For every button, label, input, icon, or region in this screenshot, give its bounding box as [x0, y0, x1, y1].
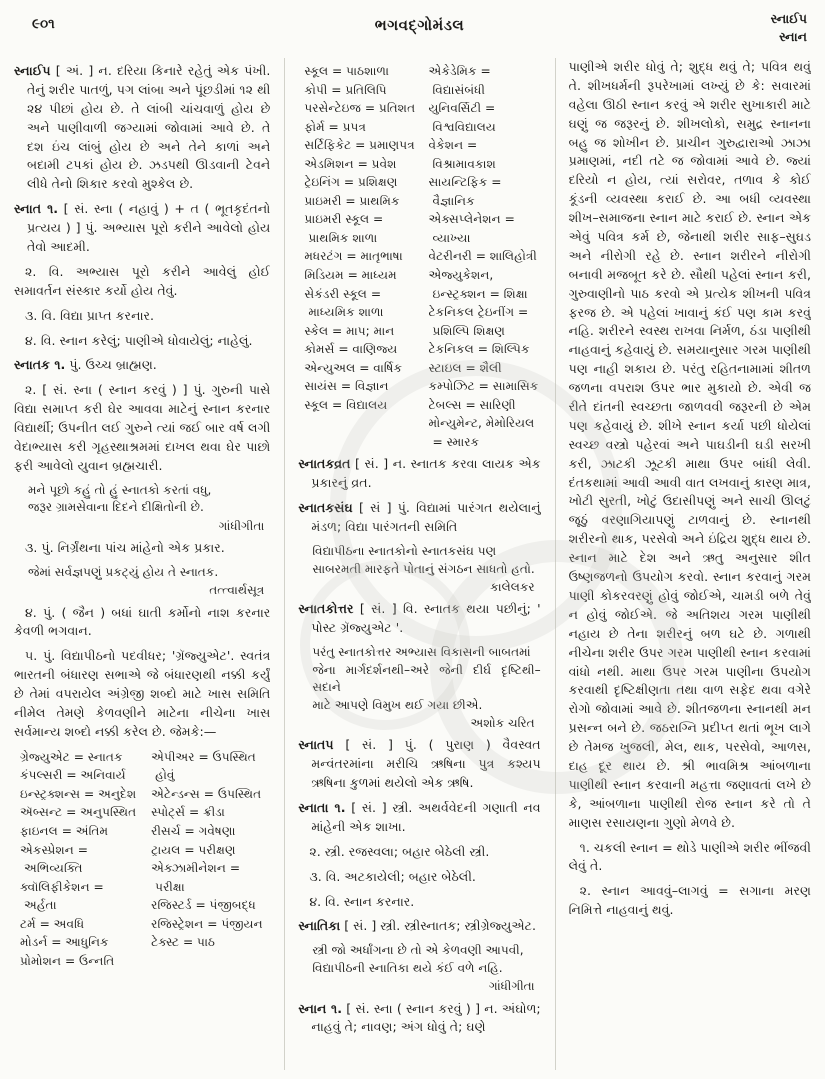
quote-line: જરૂર ગ્રામસેવાના દિદને દીક્ષિતોની છે.: [28, 500, 204, 515]
quote-line: માટે આપણે વિમુખ થઈ ગયા છીએ.: [312, 697, 483, 712]
quote-line: વિદ્યાપીઠની સ્નાતિકા થયે કંઈ વળે નહિ.: [312, 960, 503, 975]
quote: [14, 564, 270, 582]
column-right: [555, 58, 811, 1070]
guide-word-top: સ્નાઈપ: [770, 11, 807, 26]
glossary-pair: ટેક્સ્ટ = પાઠ: [151, 935, 216, 950]
glossary-pair: પ્રોમોશન = ઉન્નતિ: [20, 953, 115, 968]
glossary-pair: સેકંડરી સ્કૂલ = માધ્યમિક શાળા: [304, 286, 384, 320]
quote-attribution: તત્ત્વાર્થસૂત્ર: [209, 583, 265, 598]
page-number: ૯૦૧: [32, 16, 55, 32]
headword: સ્નાતકવ્રત: [298, 456, 351, 472]
entry-snaip: [14, 62, 270, 194]
glossary-pair: ઍબ્સન્ટ = અનુપસ્થિત: [20, 805, 137, 820]
glossary-pair: એપીઅર = ઉપસ્થિત હોવું: [151, 749, 256, 783]
entry-snatakvrat: [298, 455, 540, 493]
quote-line: મને પૂછો કહું તો હું સ્નાતકો કરતાં વધુ,: [28, 482, 212, 497]
headword: સ્નાતકોત્તર: [298, 601, 354, 617]
glossary-pair: મિડિયમ = માધ્યમ: [304, 268, 397, 283]
entry-snataksangh: [298, 499, 540, 537]
entry-body: [ સં. ] ન. સ્નાતક કરવા લાયક એક પ્રકારનું વ્રત.: [311, 456, 541, 491]
quote: [298, 543, 540, 578]
quote: [298, 942, 540, 977]
headword: સ્નાત ૧.: [14, 201, 59, 217]
glossary-table: [298, 62, 540, 451]
sense: ૪. પું. ( જૈન ) બધાં ઘાતી કર્મોનો નાશ કરનાર કેવળી ભગવાન.: [14, 604, 271, 639]
glossary-pair: સર્ટિફિકેટ = પ્રમાણપત્ર: [304, 138, 415, 153]
idiom: ૨. સ્નાન આવવું–લાગવું = સગાના મરણ નિમિત્તે નાહવાનું થવું.: [568, 883, 811, 918]
entry-body: પું. ઉચ્ચ બ્રાહ્મણ.: [69, 357, 157, 373]
glossary-pair: ટ્રેઇનિંગ = પ્રશિક્ષણ: [304, 175, 398, 190]
headword: સ્નાઈપ: [14, 63, 51, 78]
glossary-pair: કંપલ્સરી = અનિવાર્ય: [20, 768, 126, 783]
entry-body: [ સં. સ્ના ( નહાવું ) + ત ( ભૂતકૃદંતનો પ્રત્યય ) ] પું. અભ્યાસ પૂરો કરીને આવેલો હોય તેવો આદમી.: [27, 201, 271, 255]
glossary-pair: મધરટંગ = માતૃભાષા: [304, 249, 403, 264]
entry-snat: [14, 200, 270, 257]
quote-line: વિદ્યાપીઠના સ્નાતકોનો સ્નાતકસંઘ પણ: [312, 544, 497, 559]
glossary-pair: ટેબલ્સ = સારિણી: [428, 397, 516, 412]
glossary-pair: એકેડેમિક = વિદ્યાસંબંધી: [428, 64, 491, 97]
glossary-pair: રજિસ્ટ્રેશન = પંજીયન: [151, 916, 263, 931]
sense: ૨. સ્ત્રી. રજસ્વલા; બહાર બેઠેલી સ્ત્રી.: [309, 843, 490, 859]
glossary-pair: રીસર્ચ = ગવેષણા: [151, 824, 236, 838]
glossary-pair: એજ્યુકેશન, ઇન્સ્ટ્રક્શન = શિક્ષા: [428, 268, 528, 301]
glossary-pair: એકસ્પ્રેશન = અભિવ્યક્તિ: [20, 842, 88, 876]
book-title: ભગવદ્ગોમંડલ: [374, 16, 465, 34]
glossary-pair: એક્ઝામીનેશન = પરીક્ષા: [151, 861, 241, 894]
entry-snatak: [14, 356, 270, 375]
glossary-pair: કોપી = પ્રતિલિપિ: [304, 82, 387, 97]
sense: ૫. પું. વિદ્યાપીઠનો પદવીધર; 'ગ્રૅજ્યુએટ'. સ્વતંત્ર ભારતની બંધારણ સભાએ જે બંધારણથી નક્કી કર્યું છે તેમાં વપરાયેલ અંગ્રેજી શબ્દો માટે ખાસ સમિતિ નીમેલ તેમણે કેળવણીને માટેના નીચેના ખાસ સર્વમાન્ય શબ્દો નક્કી કરેલ છે. જેમકે:—: [14, 648, 271, 739]
headword: સ્નાતપ: [298, 737, 334, 753]
entry-body: [ સં. ] વિ. સ્નાતક થયા પછીનું; ' પોસ્ટ ગ્રૅજ્યુએટ '.: [311, 601, 541, 636]
glossary-pair: સાયંસ = વિજ્ઞાન: [304, 379, 389, 394]
quote-attribution: કાલેલકર: [490, 580, 535, 595]
sense: ૪. વિ. સ્નાન કરનાર.: [309, 893, 415, 909]
glossary-pair: એટેન્ડન્સ = ઉપસ્થિત: [151, 786, 262, 801]
glossary-pair: સ્કૂલ = વિદ્યાલય: [304, 397, 388, 412]
quote-attribution: ગાંધીગીતા: [218, 518, 265, 533]
guide-word-bottom: સ્નાન: [779, 29, 807, 45]
page-header: [14, 10, 811, 58]
headword: સ્નાતા ૧.: [298, 799, 346, 815]
sense: ૨. [ સં. સ્ના ( સ્નાન કરવું ) ] પું. ગુરુની પાસે વિદ્યા સમાપ્ત કરી ઘેર આવવા માટેનું સ્નાન કરનાર વિદ્યાર્થી; ઉપનીત લઈ ગુરુને ત્યાં જઈ બાર વર્ષ લગી વેદાભ્યાસ કરી ગૃહસ્થાશ્રમમાં દાખલ થવા ઘેર પાછો ફરી આવેલો યુવાન બ્રહ્મચારી.: [14, 382, 271, 473]
column-middle: [284, 58, 540, 1070]
sense: ૩. વિ. અટકાયેલી; બહાર બેઠેલી.: [309, 868, 476, 884]
glossary-pair: વેટરીનરી = શાલિહોત્રી: [428, 249, 537, 264]
headword: સ્નાન ૧.: [298, 1000, 343, 1016]
glossary-pair: વેકેશન = વિશ્રામાવકાશ: [428, 138, 496, 171]
entry-snatika: [298, 917, 540, 936]
glossary-pair: કોમર્સ = વાણિજ્ય: [304, 342, 398, 357]
glossary-col-2: [423, 62, 541, 451]
headword: સ્નાતક ૧.: [14, 357, 66, 373]
glossary-pair: ટર્મ = અવધિ: [20, 916, 85, 931]
glossary-pair: કમ્પોઝિટ = સામાસિક: [428, 379, 539, 394]
sense: ૪. વિ. સ્નાન કરેલું; પાણીએ ધોવાયેલું; નાહેલું.: [25, 332, 253, 348]
guide-words: [687, 10, 811, 46]
glossary-pair: રજિસ્ટર્ડ = પંજીબદ્ધ: [151, 898, 256, 913]
sense: ૩. વિ. વિદ્યા પ્રાપ્ત કરનાર.: [25, 307, 155, 323]
headword: સ્નાતકસંઘ: [298, 500, 353, 516]
quote-line: જેમાં સર્વજ્ઞપણું પ્રકટ્યું હોય તે સ્નાતક.: [28, 564, 219, 579]
headword: સ્નાતિકા: [298, 918, 341, 934]
glossary-pair: ફોર્મ = પ્રપત્ર: [304, 119, 366, 134]
entry-snan-continuation: પાણીએ શરીર ધોવું તે; શુદ્ધ થવું તે; પવિત્ર થવું તે. શીખધર્મની રૂપરેખામાં લખ્યું છે કે: સવારમાં વહેલા ઊઠી સ્નાન કરવું એ શરીર સુખાકારી માટે ઘણું જ જરૂરનું છે. શીખલોકો, સમુદ્ર સ્નાનના બહુ જ શોખીન છે. પ્રાચીન ગુરુદ્વારાઓ ઝાઝા પ્રમાણમાં, નદી તટે જ જોવામાં આવે છે. જ્યાં દરિયો ન હોય, ત્યાં સરોવર, તળાવ કે કોઈ કૂંડની વ્યવસ્થા કરાઈ છે. આ બધી વ્યવસ્થા શીખ–સમાજના સ્નાન માટે કરાઈ છે. સ્નાન એક એવું પવિત્ર કર્મ છે, જેનાથી શરીર સાફ–સુઘડ અને નીરોગી રહે છે. સ્નાન શરીરને નીરોગી બનાવી મજબૂત કરે છે. સૌથી પહેલાં સ્નાન કરી, ગુરુવાણીનો પાઠ કરવો એ પ્રત્યેક શીખની પવિત્ર ફરજ છે. એ પહેલાં ખાવાનું કંઈ પણ કામ કરવું નહિ. શરીરને સ્વસ્થ રાખવા નિર્મળ, ઠંડા પાણીથી નાહવાનું કહેવાયું છે. સમયાનુસાર ગરમ પાણીથી પણ નાહી શકાય છે. પરંતુ રહિતનામામાં શીતળ જળના વપરાશ ઉપર ભાર મુકાયો છે. એવી જ રીતે દાંતની સ્વચ્છતા જાળવવી જરૂરની છે એમ પણ કહેવાયું છે. શીખે સ્નાન કર્યા પછી ધોયેલાં સ્વચ્છ વસ્ત્રો પહેરવાં અને પાઘડીની ઘડી સરખી કરી, ઝાટકી ઝૂટકી માથા ઉપર બાંધી લેવી. દંતકથામાં આવી આવી વાત લખવાનું કારણ માત્ર, ખોટી સુરતી, ખોટું ઉદાસીપણું અને સાચી ઊલટું જૂઠું વરણાગિયાપણું ટાળવાનું છે. સ્નાનથી શરીરનો થાક, પરસેવો અને ઇંદ્રિય શુદ્ધ થાય છે. સ્નાન માટે દેશ અને ઋતુ અનુસાર શીત ઉષ્ણજળનો ઉપયોગ કરવો. સ્નાન કરવાનું ગરમ પાણી કોકરવરણું હોવું જોઈએ, ચામડી બળે તેવું ન હોવું જોઈએ. જે અતિશય ગરમ પાણીથી નહાય છે તેના શરીરનું બળ ઘટે છે. ગળાથી નીચેના શરીર ઉપર ગરમ પાણીથી સ્નાન કરવામાં વાંધો નથી. માથા ઉપર ગરમ પાણીના ઉપયોગ કરવાથી દૃષ્ટિક્ષીણતા તથા વાળ સફેદ થવા વગેરે રોગો જોવામાં આવે છે. શીતજળના સ્નાનથી મન પ્રસન્ન બને છે. જઠરાગ્નિ પ્રદીપ્ત થતાં ભૂખ લાગે છે તેમજ ખુજલી, મેલ, થાક, પરસેવો, આળસ, દાહ દૂર થાય છે. શ્રી ભાવમિશ્ર આંબળાના પાણીથી સ્નાન કરવાની મહત્તા જણાવતાં લખે છે કે, આંબળાના પાણીથી રોજ સ્નાન કરે તો તે માણસ રસાયણના ગુણો મેળવે છે.: [568, 59, 811, 830]
glossary-col-1: [14, 748, 139, 971]
glossary-pair: સ્પોર્ટ્સ = ક્રીડા: [151, 805, 225, 820]
entry-snatakottar: [298, 600, 540, 638]
glossary-col-2: [145, 748, 270, 971]
quote: [14, 482, 270, 517]
entry-snan: [298, 1000, 540, 1038]
glossary-pair: મોન્યુમેન્ટ, મેમોરિયલ = સ્મારક: [428, 416, 535, 449]
entry-body: [ સં. ] પું. ( પુરાણ ) વૈવસ્વત મન્વંતરમાંના મરીચિ ઋષિના પુત્ર કશ્યપ ઋષિના કુળમાં થયેલો એક ઋષિ.: [311, 737, 541, 791]
entry-body: [ સં. ] સ્ત્રી. સ્ત્રીસ્નાતક; સ્ત્રીગ્રેજ્યુએટ.: [344, 918, 536, 934]
sense: ૨. વિ. અભ્યાસ પૂરો કરીને આવેલું હોઈ સમાવર્તન સંસ્કાર કર્યો હોય તેવું.: [14, 263, 271, 298]
glossary-pair: મોડર્ન = આધુનિક: [20, 935, 109, 950]
entry-body: [ અં. ] ન. દરિયા કિનારે રહેતું એક પંખી. તેનું શરીર પાતળું, પગ લાંબા અને પૂંછડીમાં ૧૨ થી ૨૪ પીછાં હોય છે. તે લાંબી ચાંચવાળું હોય છે અને પાણીવાળી જગ્યામાં જોવામાં આવે છે. તે દશ ઇંચ લાંબું હોય છે અને તેને કાળાં અને બદામી ટપકાં હોય છે. ઝડપથી ઊડવાની ટેવને લીધે તેનો શિકાર કરવો મુશ્કેલ છે.: [27, 63, 271, 192]
glossary-table: [14, 748, 270, 971]
quote-line: સાબરમતી મારફતે પોતાનું સંગઠન સાધતો હતો.: [312, 561, 535, 576]
glossary-pair: ફાઇનલ = અંતિમ: [20, 824, 109, 838]
idiom: ૧. ચકલી સ્નાન = થોડે પાણીએ શરીર ભીંજવી લેવું તે.: [568, 839, 811, 874]
sense: ૩. પું. નિર્ગ્રંથના પાંચ માંહેનો એક પ્રકાર.: [25, 540, 225, 556]
glossary-pair: સ્ટાઇલ = શૈલી: [428, 360, 502, 375]
quote-line: સ્ત્રી જો અર્ધાંગના છે તો એ કેળવણી આપવી,: [312, 943, 524, 958]
glossary-pair: સ્કેલ = માપ; માન: [304, 323, 395, 338]
glossary-pair: ટેકનિકલ = શિલ્પિક: [428, 342, 530, 357]
entry-body: [ સં. સ્ના ( સ્નાન કરવું ) ] ન. અંઘોળ; નાહવું તે; નાવણ; અંગ ધોવું તે; ઘણે: [311, 1000, 541, 1035]
glossary-pair: સ્કૂલ = પાઠશાળા: [304, 64, 390, 78]
quote-line: પરંતુ સ્નાતકોત્તર અભ્યાસ વિકાસની બાબતમાં: [312, 645, 531, 660]
quote: [298, 644, 540, 714]
glossary-pair: ટેકનિકલ ટ્રેઇનીંગ = પ્રશિલ્પિ શિક્ષણ: [428, 305, 529, 338]
entry-snatap: [298, 736, 540, 793]
glossary-pair: ટ્રાયલ = પરીક્ષણ: [151, 842, 236, 857]
glossary-col-1: [298, 62, 416, 451]
glossary-pair: એડમિશન = પ્રવેશ: [304, 156, 397, 171]
entry-body: [ સં ] પું. વિદ્યામાં પારંગત થયેલાનું મંડળ; વિદ્યા પારંગતની સમિતિ: [311, 500, 541, 535]
glossary-pair: પરસેન્ટેઇજ = પ્રતિશત: [304, 101, 416, 116]
quote-line: જેના માર્ગદર્શનથી–અરે જેની દીર્ઘ દૃષ્ટિથી–સદાને: [312, 662, 541, 695]
quote-attribution: અશોક ચરિત: [470, 716, 535, 731]
entry-snata: [298, 799, 540, 837]
text-columns: [14, 58, 811, 1070]
glossary-pair: ક્વૉલિફીકેશન = અર્હતા: [20, 879, 104, 913]
glossary-pair: પ્રાઇમરી = પ્રાથમિક: [304, 193, 400, 208]
glossary-pair: પ્રાઇમરી સ્કૂલ = પ્રાથમિક શાળા: [304, 212, 384, 245]
column-left: [14, 58, 270, 1070]
entry-body: [ સં. ] સ્ત્રી. અથર્વવેદની ગણાતી નવ માંહેની એક શાખા.: [311, 799, 541, 834]
glossary-pair: એન્યુઅલ = વાર્ષિક: [304, 360, 403, 375]
glossary-pair: સાયન્ટિફિક = વૈજ્ઞાનિક: [428, 175, 502, 208]
glossary-pair: એક્સપ્લેનેશન = વ્યાખ્યા: [428, 212, 515, 245]
glossary-pair: ઇન્સ્ટ્રક્શન્સ = અનુદેશ: [20, 786, 137, 801]
quote-attribution: ગાંધીગીતા: [488, 979, 535, 994]
glossary-pair: યુનિવર્સિટી = વિશ્વવિદ્યાલય: [428, 101, 496, 134]
glossary-pair: ગ્રેજ્યુએટ = સ્નાતક: [20, 749, 123, 764]
